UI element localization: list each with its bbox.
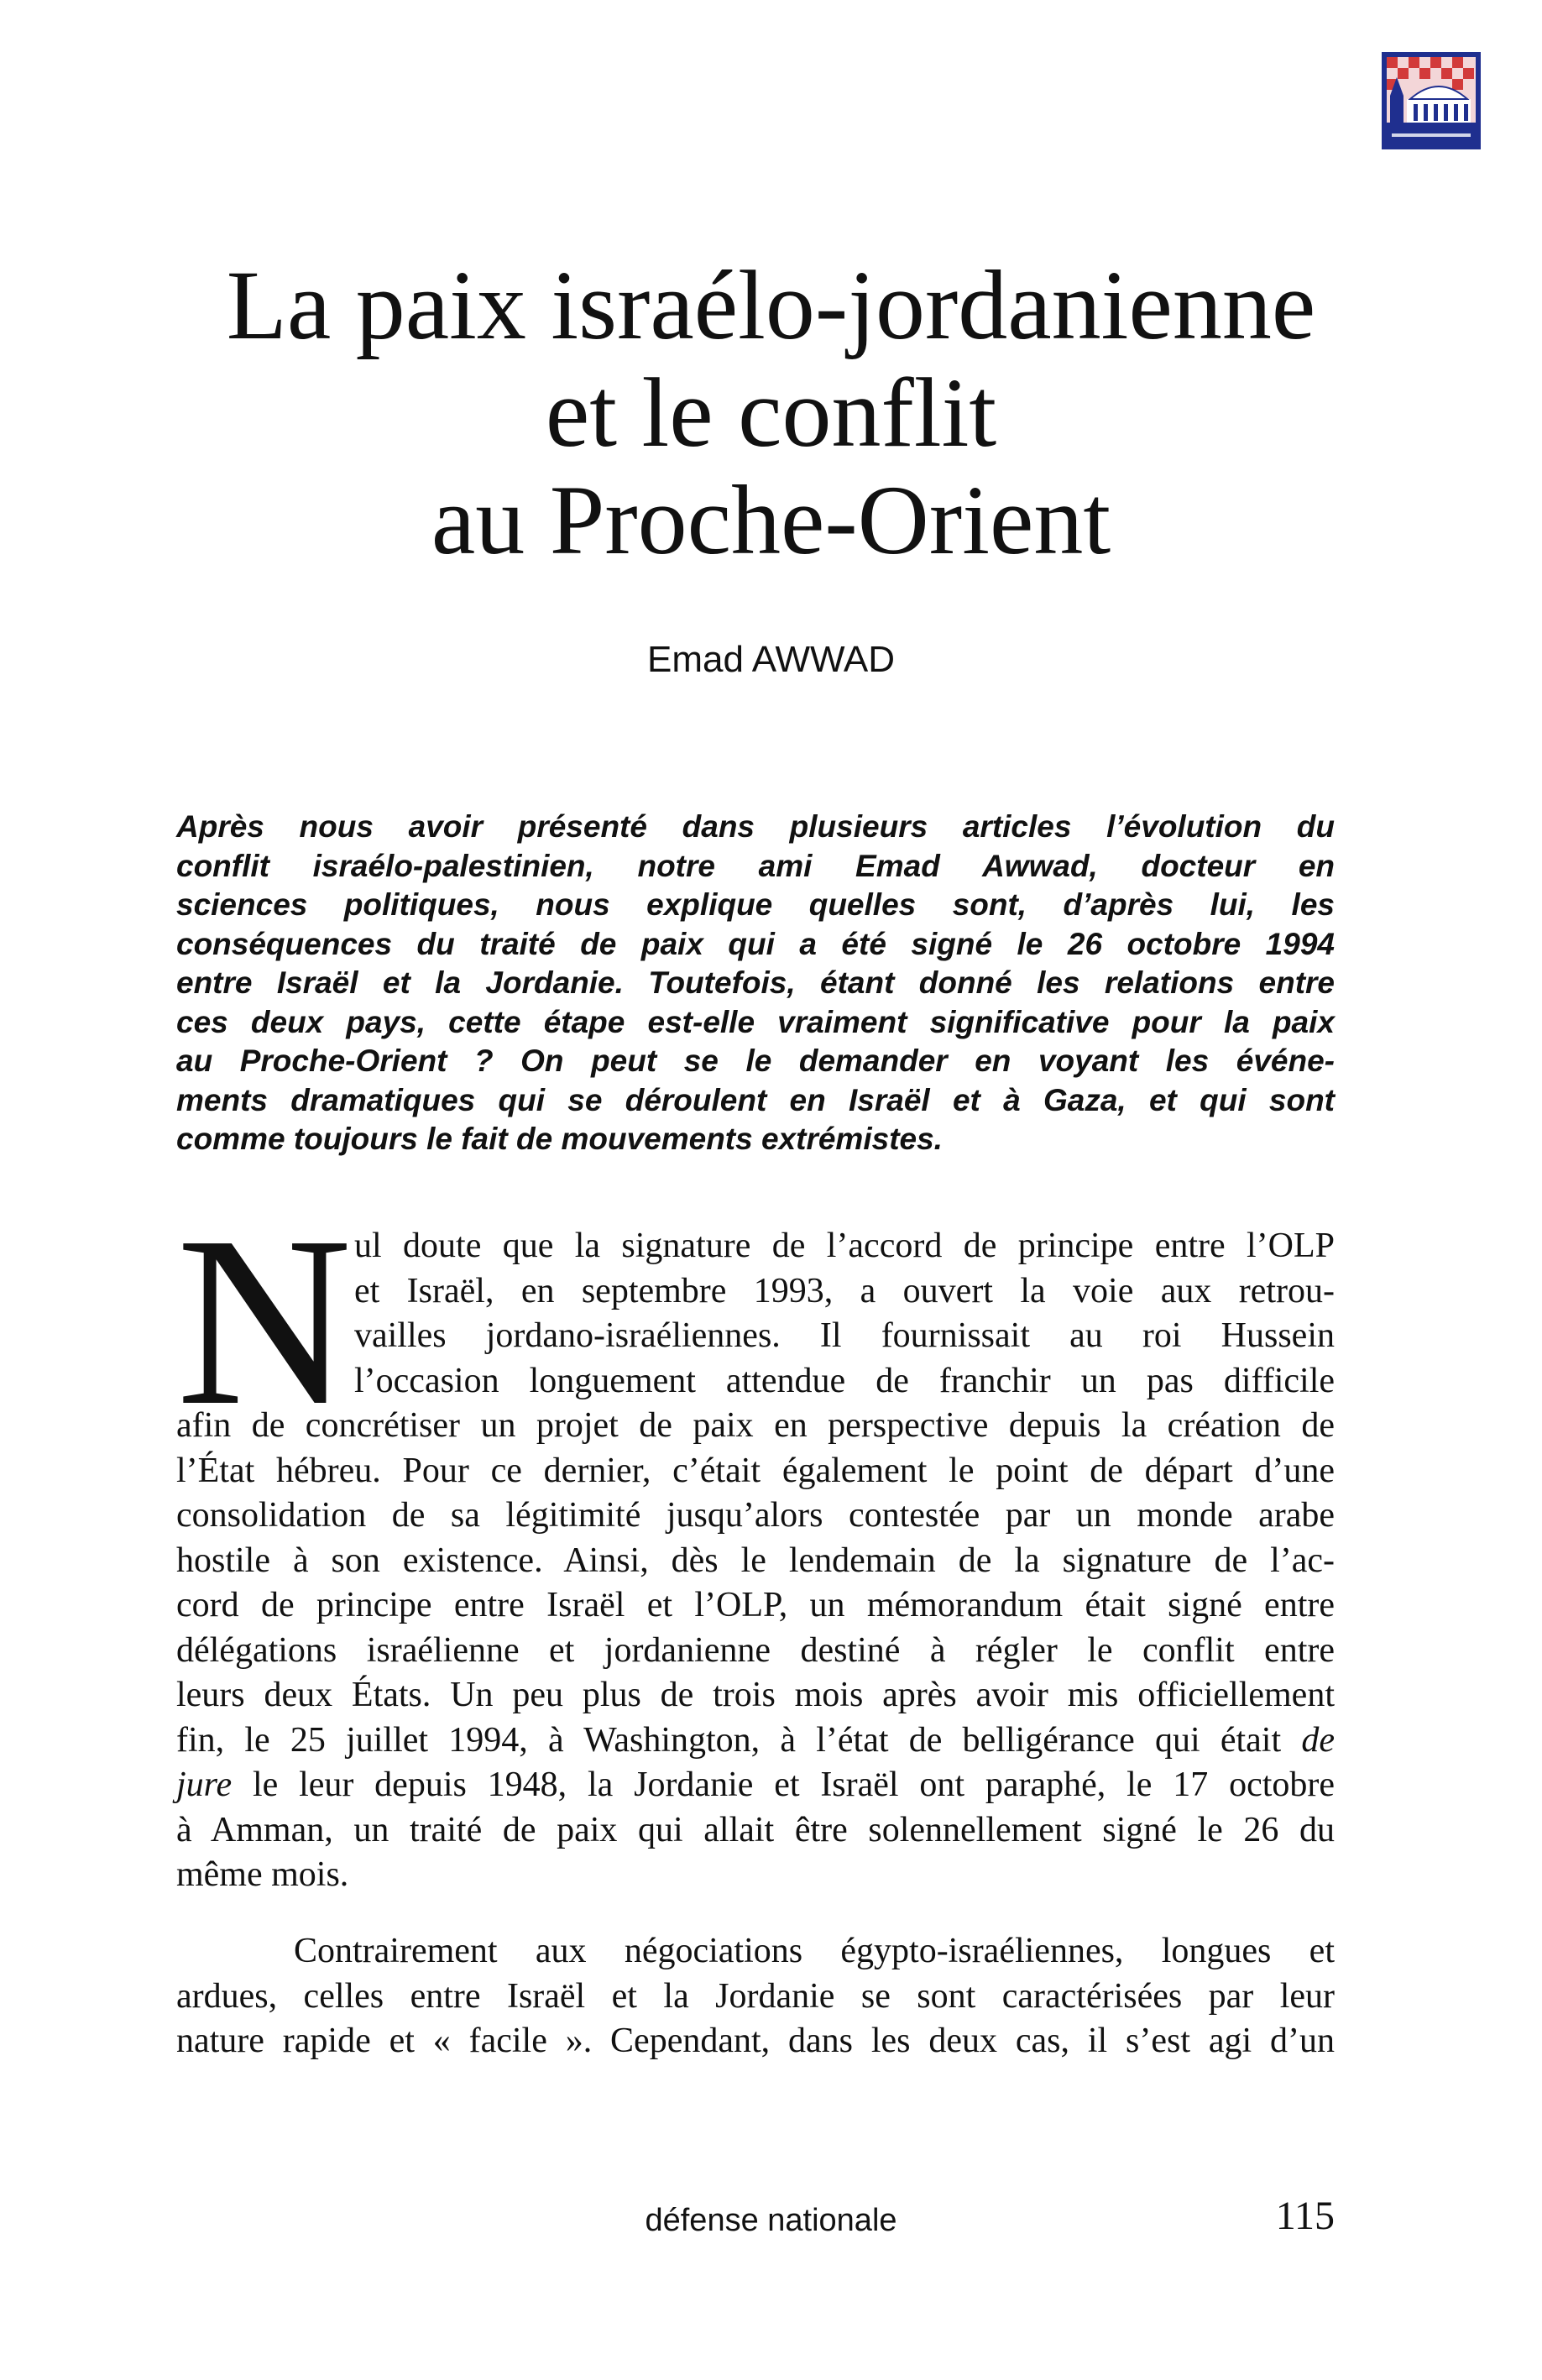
page-number: 115 (1275, 2194, 1335, 2238)
abstract-line: conséquences du traité de paix qui a été signé le 26 octobre 1994 (176, 926, 1335, 961)
article-abstract (176, 808, 1335, 1159)
paragraph-line: Contrairement aux négociations égypto-israéliennes, longues et (294, 1932, 1335, 1970)
body-paragraph-1 (176, 1186, 1336, 1898)
paragraph-line: même mois. (176, 1855, 349, 1894)
paragraph-line: ul doute que la signature de l’accord de principe entre l’OLP (354, 1227, 1335, 1265)
body-paragraph-2 (176, 1929, 1335, 2064)
abstract-line: ces deux pays, cette étape est-elle vraiment significative pour la paix (176, 1004, 1335, 1039)
abstract-line: conflit israélo-palestinien, notre ami Emad Awwad, docteur en (176, 848, 1335, 883)
paragraph-line: leurs deux États. Un peu plus de trois mois après avoir mis officiellement (176, 1676, 1335, 1714)
title-line: et le conflit (545, 358, 997, 468)
paragraph-line: cord de principe entre Israël et l’OLP, un mémorandum était signé entre (176, 1586, 1335, 1624)
paragraph-line: afin de concrétiser un projet de paix en perspective depuis la création de (176, 1406, 1335, 1445)
italic-term: de (1301, 1720, 1335, 1760)
abstract-line: entre Israël et la Jordanie. Toutefois, étant donné les relations entre (176, 965, 1335, 1000)
institution-emblem-icon (1382, 52, 1481, 149)
drop-cap: N (176, 1186, 353, 1456)
paragraph-line-with-italic (176, 1718, 1335, 1764)
paragraph-line: nature rapide et « facile ». Cependant, dans les deux cas, il s’est agi d’un (176, 2022, 1335, 2060)
abstract-line: Après nous avoir présenté dans plusieurs articles l’évolution du (176, 809, 1335, 844)
paragraph-line: hostile à son existence. Ainsi, dès le lendemain de la signature de l’ac- (176, 1540, 1335, 1580)
title-line: La paix israélo-jordanienne (226, 250, 1316, 360)
paragraph-line: à Amman, un traité de paix qui allait être solennellement signé le 26 du (176, 1810, 1335, 1849)
paragraph-line-part: le leur depuis 1948, la Jordanie et Israël ont paraphé, le 17 octobre (252, 1765, 1336, 1804)
paragraph-line: l’occasion longuement attendue de franchir un pas difficile (354, 1361, 1335, 1400)
paragraph-line: et Israël, en septembre 1993, a ouvert la voie aux retrou- (354, 1271, 1335, 1310)
abstract-line: ments dramatiques qui se déroulent en Israël et à Gaza, et qui sont (176, 1082, 1335, 1117)
abstract-line: au Proche-Orient ? On peut se le demander en voyant les événe- (176, 1044, 1335, 1078)
italic-term: jure (176, 1765, 233, 1804)
paragraph-line: l’État hébreu. Pour ce dernier, c’était également le point de départ d’une (176, 1451, 1335, 1490)
article-title (101, 252, 1441, 574)
paragraph-line: consolidation de sa légitimité jusqu’alors contestée par un monde arabe (176, 1496, 1335, 1535)
paragraph-line-part: fin, le 25 juillet 1994, à Washington, à l’état de belligérance qui était (176, 1720, 1282, 1760)
paragraph-line: délégations israélienne et jordanienne destiné à régler le conflit entre (176, 1630, 1335, 1670)
abstract-line: comme toujours le fait de mouvements extrémistes. (176, 1122, 943, 1156)
title-line: au Proche-Orient (431, 465, 1111, 575)
paragraph-line: ardues, celles entre Israël et la Jordanie se sont caractérisées par leur (176, 1976, 1335, 2016)
abstract-line: sciences politiques, nous explique quelles sont, d’après lui, les (176, 887, 1335, 922)
paragraph-line-with-italic (176, 1763, 1335, 1808)
author-name: Emad AWWAD (646, 639, 895, 680)
paragraph-line: vailles jordano-israéliennes. Il fournissait au roi Hussein (354, 1316, 1335, 1355)
journal-name: défense nationale (645, 2203, 897, 2238)
